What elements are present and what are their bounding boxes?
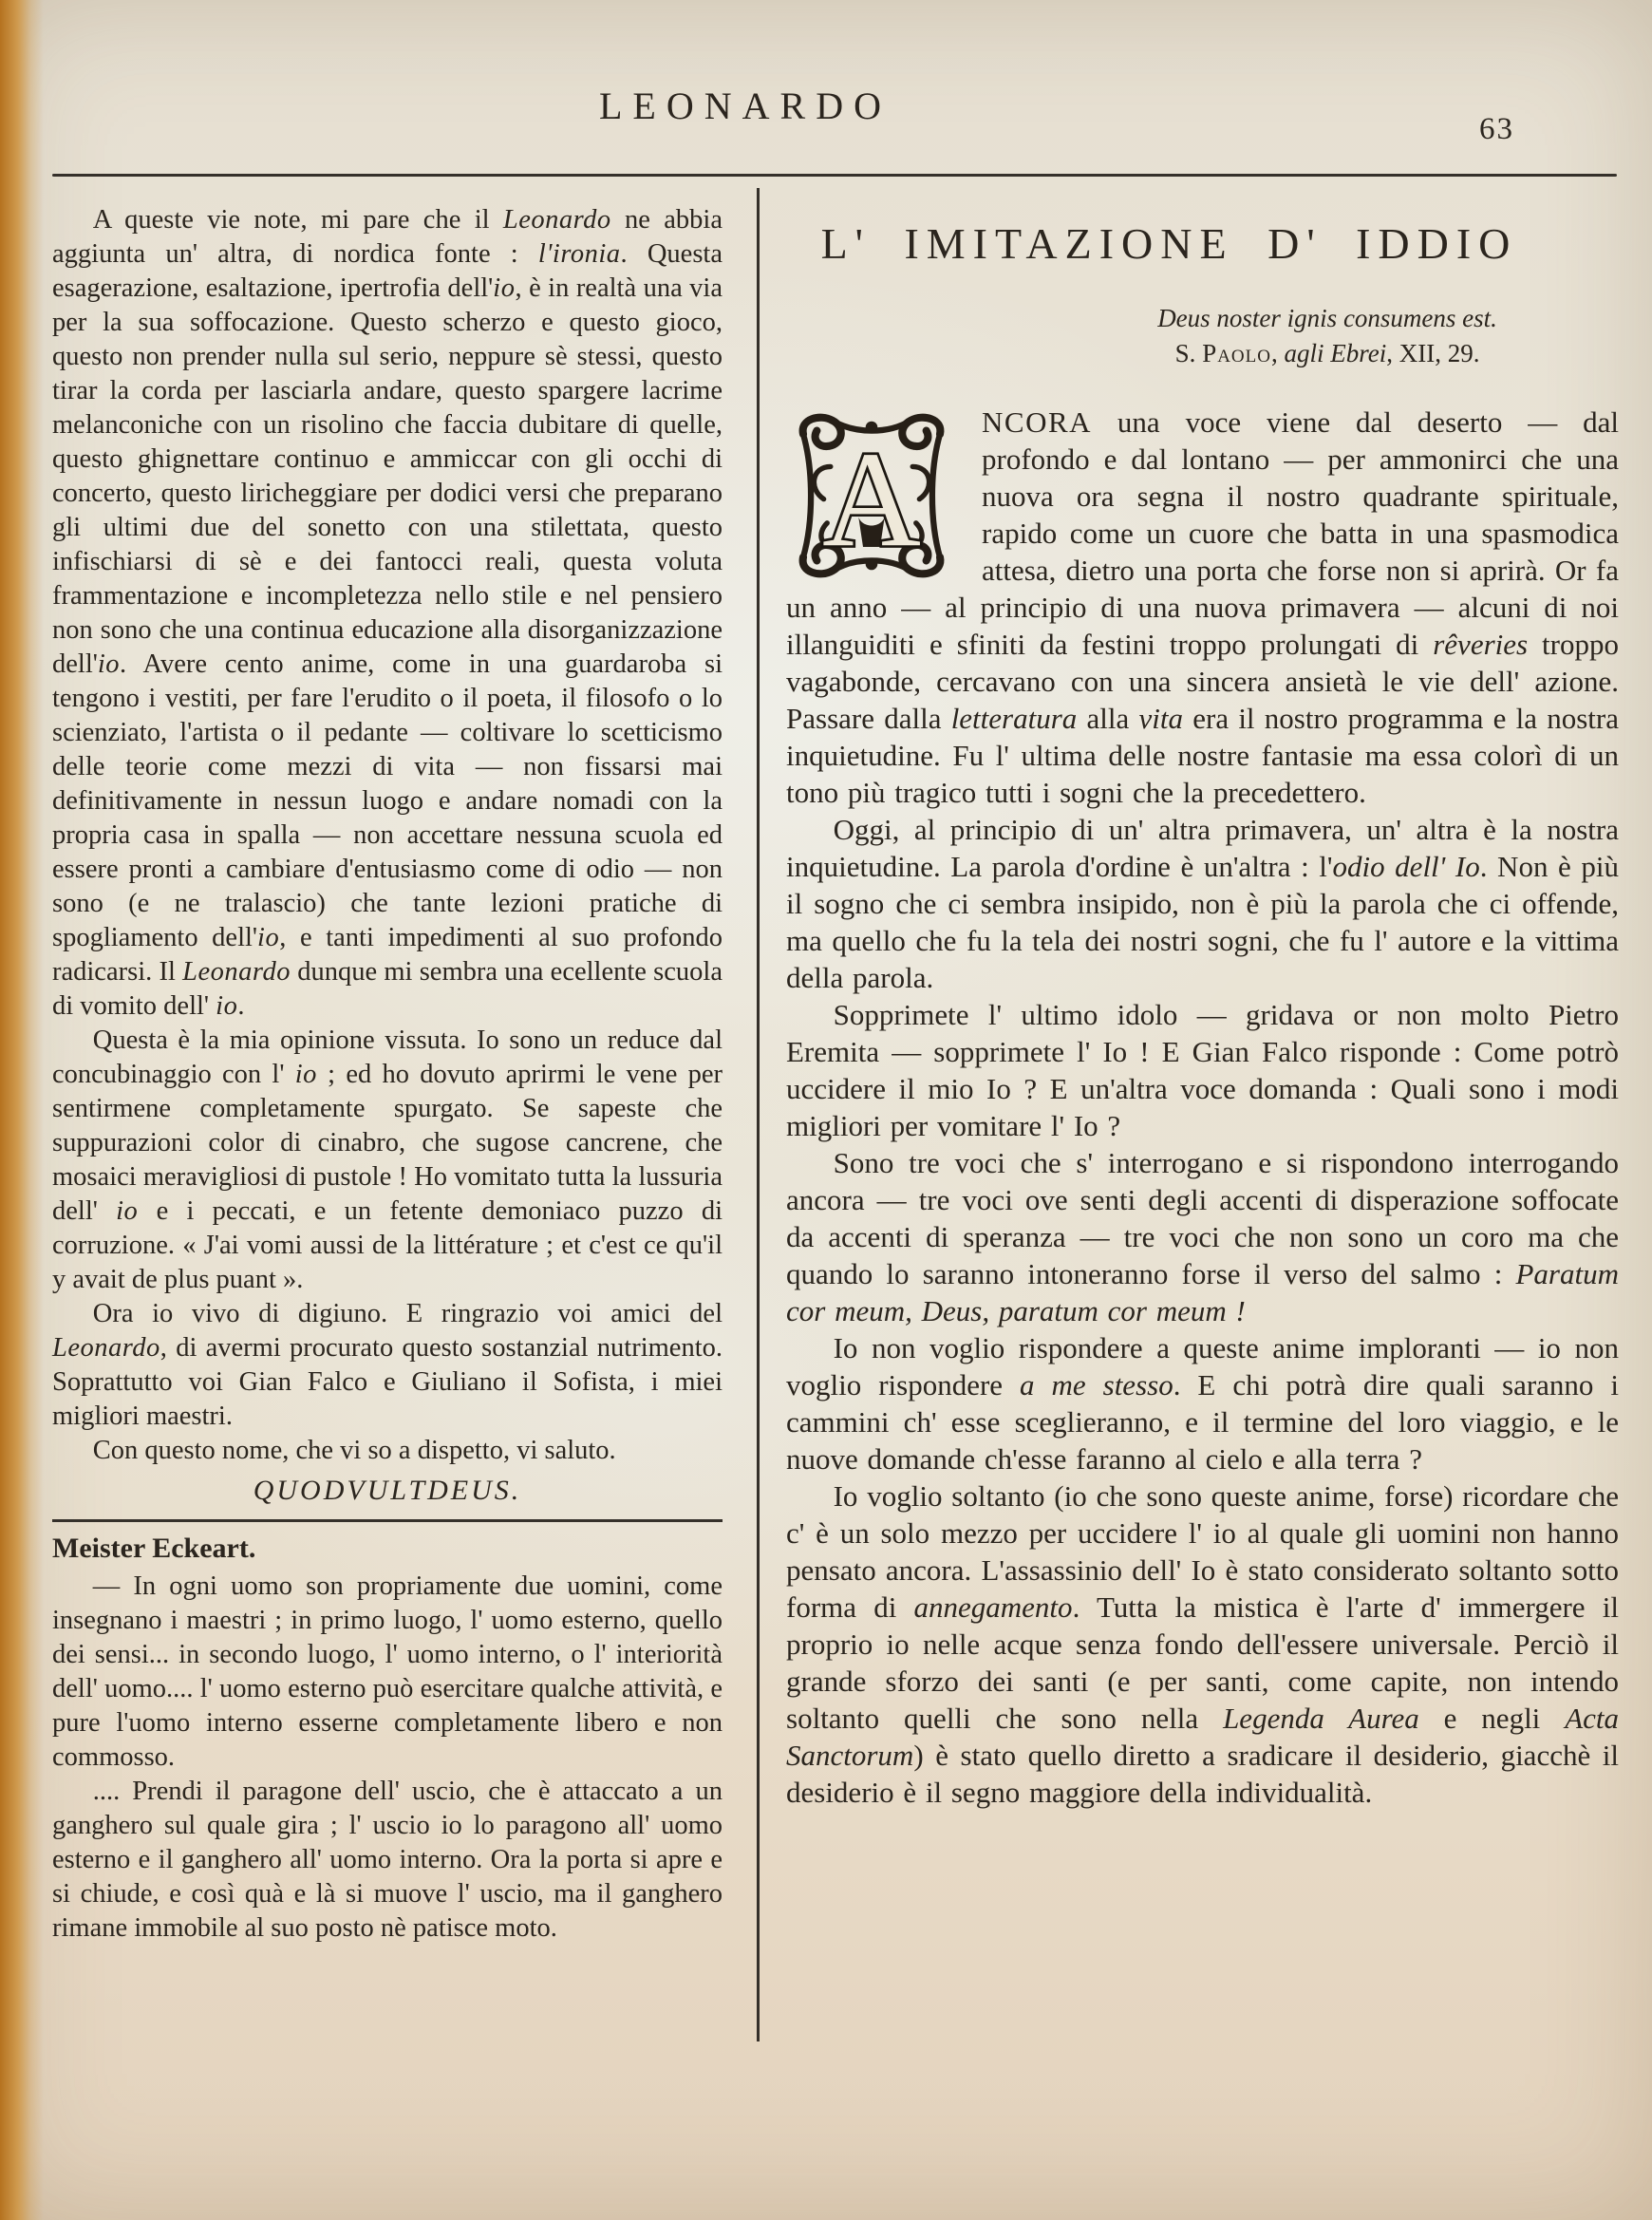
left-column — [52, 188, 723, 1946]
epigraph-separator: , — [1270, 339, 1285, 367]
epigraph-work: agli Ebrei — [1284, 339, 1387, 367]
page-content — [52, 66, 1619, 2041]
paragraph: Oggi, al principio di un' altra primavera, un' altra è la nostra inquietudine. La parola d'ordine è un'altra : l'odio dell' Io. Non è più il sogno che ci sembra insipido, non è più la parola che ci offende, ma quello che fu la tela dei nostri sogni, che fu l' autore e la vittima della parola. — [786, 813, 1619, 994]
paragraph-group — [52, 1570, 723, 1946]
two-column-layout — [52, 188, 1619, 2041]
header-rule — [52, 174, 1617, 177]
masthead — [52, 66, 1619, 176]
article-title: L' IMITAZIONE D' IDDIO — [820, 219, 1518, 268]
epigraph-author-prefix: S. — [1174, 339, 1203, 367]
paragraph: Sono tre voci che s' interrogano e si rispondono interrogando ancora — tre voci ove senti degli accenti di disperazione soffocate da accenti di speranza — tre voci che non sono un coro ma che quando lo saranno intoneranno forse il verso del salmo : Paratum cor meum, Deus, paratum cor meum ! — [786, 1146, 1619, 1327]
ornate-initial — [786, 409, 957, 582]
section-heading: Meister Eckeart. — [52, 1533, 256, 1564]
article-signature: QUODVULTDEUS. — [253, 1475, 522, 1506]
book-spine-shadow — [0, 0, 44, 2220]
paragraph-group — [786, 404, 1619, 1811]
right-column — [786, 188, 1619, 1811]
epigraph-attribution — [1086, 336, 1569, 371]
paragraph: — In ogni uomo son propriamente due uomini, come insegnano i maestri ; in primo luogo, l' uomo esterno, quello dei sensi... in secondo luogo, l' uomo interno, o l' interiorità dell' uomo.... l' uomo esterno può esercitare qualche attività, e pure l'uomo interno esserne completamente libero e non commosso. — [52, 1571, 723, 1772]
paragraph: Ora io vivo di digiuno. E ringrazio voi amici del Leonardo, di avermi procurato questo sostanzial nutrimento. Soprattutto voi Gian Falco e Giuliano il Sofista, i miei migliori maestri. — [52, 1299, 723, 1431]
paragraph: Questa è la mia opinione vissuta. Io sono un reduce dal concubinaggio con l' io ; ed ho dovuto aprirmi le vene per sentirmene completamente spurgato. Se sapeste che suppurazioni color di cinabro, che sugose cancrene, che mosaici meravigliosi di pustole ! Ho vomitato tutta la lussuria dell' io e i peccati, e un fetente demoniaco puzzo di corruzione. « J'ai vomi aussi de la littérature ; et c'est ce qu'il y avait de plus puant ». — [52, 1025, 723, 1294]
paragraph: Io voglio soltanto (io che sono queste anime, forse) ricordare che c' è un solo mezzo per uccidere l' io al quale gli uomini non hanno pensato ancora. L'assassinio dell' Io è stato considerato soltanto sotto forma di annegamento. Tutta la mistica è l'arte d' immergere il proprio io nelle acque senza fondo dell'essere universale. Perciò il grande sforzo dei santi (e per santi, come capite, non intendo soltanto quelli che sono nella Legenda Aurea e negli Acta Sanctorum) è stato quello diretto a sradicare il desiderio, giacchè il desiderio è il segno maggiore della individualità. — [786, 1479, 1619, 1809]
paragraph: Sopprimete l' ultimo idolo — gridava or non molto Pietro Eremita — sopprimete l' Io ! E Gian Falco risponde : Come potrò uccidere il mio Io ? E un'altra voce domanda : Quali sono i modi migliori per vomitare l' Io ? — [786, 998, 1619, 1142]
ornate-initial-a-woodcut — [786, 409, 957, 582]
epigraph-author: Paolo — [1202, 339, 1271, 367]
drop-cap-letter: A — [822, 424, 921, 576]
epigraph-reference: , XII, 29. — [1386, 339, 1480, 367]
journal-title: LEONARDO — [599, 85, 892, 127]
paragraph: .... Prendi il paragone dell' uscio, che è attaccato a un ganghero sul quale gira ; l' uscio io lo paragono all' uomo esterno e il ganghero all' uomo interno. Ora la porta si apre e si chiude, e così quà e là si muove l' uscio, ma il ganghero rimane immobile al suo posto nè patisce moto. — [52, 1777, 723, 1943]
paragraph: A queste vie note, mi pare che il Leonardo ne abbia aggiunta un' altra, di nordica fonte : l'ironia. Questa esagerazione, esaltazione, ipertrofia dell'io, è in realtà una via per la sua soffocazione. Questo scherzo e questo gioco, questo non prender nulla sul serio, neppure sè stessi, questo tirar la corda per lasciarla andare, questo spargere lacrime melanconiche con un risolino che faccia dubitare di quelle, questo ghignettare continuo e ammiccar con gli occhi di concerto, questo liricheggiare per dodici versi che preparano gli ultimi due del sonetto con una stilettata, questo infischiarsi di sè e dei fantocci reali, questa voluta frammentazione e incompletezza nello stile e nel pensiero non sono che una continua educazione alla disorganizzazione dell'io. Avere cento anime, come in una guardaroba si tengono i vestiti, per fare l'erudito o il poeta, il filosofo o lo scienziato, l'artista o il pedante — coltivare lo scetticismo delle teorie come mezzi di vita — non fissarsi mai definitivamente in nessun luogo e andare nomadi con la propria casa in spalla — non accettare nessuna scuola ed essere pronti a cambiare d'entusiasmo come di odio — non sono (e ne tralascio) che tante lezioni pratiche di spogliamento dell'io, e tanti impedimenti al suo profondo radicarsi. Il Leonardo dunque mi sembra una ecellente scuola di vomito dell' io. — [52, 205, 723, 1021]
epigraph — [1086, 301, 1569, 371]
paragraph: NCORA una voce viene dal deserto — dal profondo e dal lontano — per ammonirci che una nuova ora segna il nostro quadrante spirituale, rapido come un cuore che batta in una spasmodica attesa, dietro una porta che forse non si aprirà. Or fa un anno — al principio di una nuova primavera — alcuni di noi illanguiditi e sfiniti da festini troppo prolungati di rêveries troppo vagabonde, cercavano con una sincera ansietà le vie dell' azione. Passare dalla letteratura alla vita era il nostro programma e la nostra inquietudine. Fu l' ultima delle nostre fantasie ma essa colorì di un tono più tragico tutti i sogni che la precedettero. — [786, 405, 1619, 809]
section-divider-rule — [52, 1519, 723, 1522]
paragraph-group — [52, 203, 723, 1468]
column-divider-rule — [757, 188, 760, 2041]
paragraph: Con questo nome, che vi so a dispetto, vi saluto. — [92, 1436, 616, 1465]
paragraph: Io non voglio rispondere a queste anime imploranti — io non voglio rispondere a me stesso. E chi potrà dire quali saranno i cammini ch' esse sceglieranno, e il termine del loro viaggio, e le nuove domande ch'esse faranno al cielo e alla terra ? — [786, 1331, 1619, 1476]
page-number: 63 — [1479, 112, 1514, 146]
epigraph-quote: Deus noster ignis consumens est. — [1157, 304, 1497, 332]
